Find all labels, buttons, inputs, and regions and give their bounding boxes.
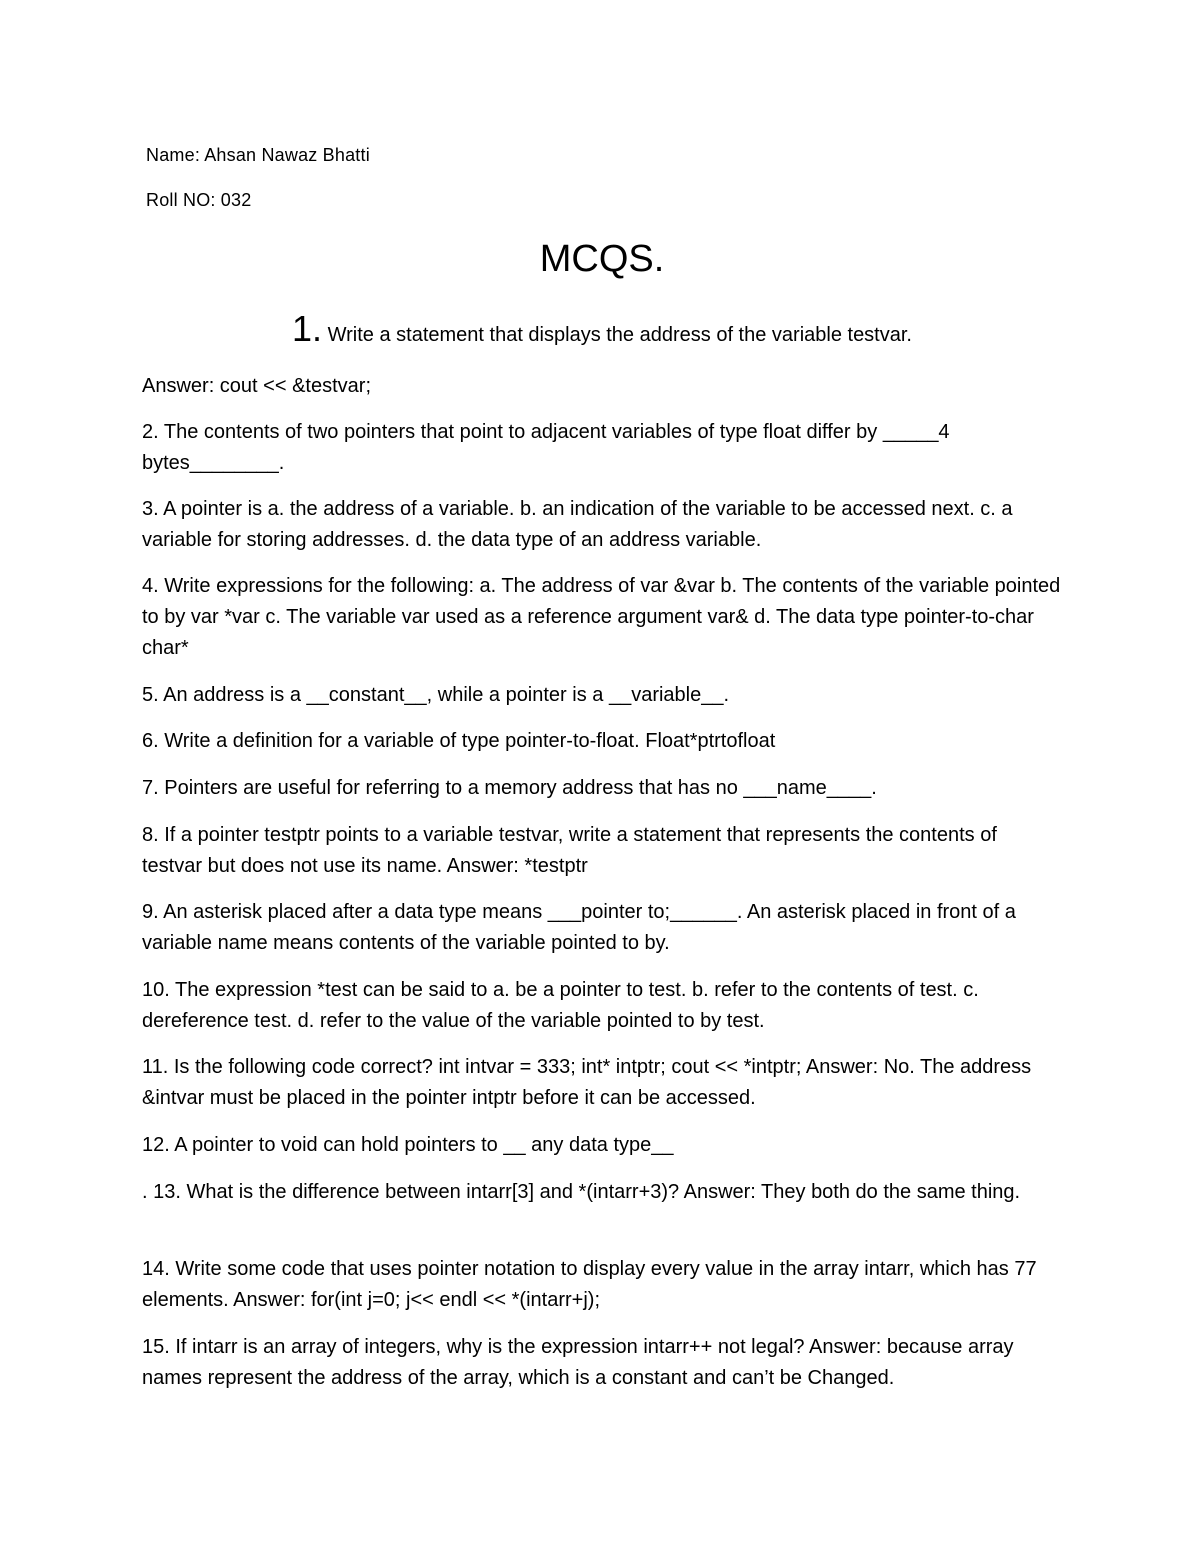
question-2: 2. The contents of two pointers that point to adjacent variables of type float differ by _____4 bytes________. <box>142 421 950 474</box>
page-title: MCQS. <box>539 238 665 280</box>
question-1-number: 1. <box>292 308 323 349</box>
question-15: 15. If intarr is an array of integers, why is the expression intarr++ not legal? Answer: because array names represent the address of the array, which is a constant and can’t be Changed. <box>142 1336 1014 1389</box>
question-7: 7. Pointers are useful for referring to a memory address that has no ___name____. <box>142 777 877 799</box>
question-13: . 13. What is the difference between intarr[3] and *(intarr+3)? Answer: They both do the same thing. <box>142 1181 1021 1203</box>
student-name: Name: Ahsan Nawaz Bhatti <box>146 145 370 165</box>
question-1-text: Write a statement that displays the address of the variable testvar. <box>322 324 912 346</box>
question-11: 11. Is the following code correct? int intvar = 333; int* intptr; cout << *intptr; Answer: No. The address &intvar must be placed in the pointer intptr before it can be accessed. <box>142 1056 1032 1109</box>
question-14: 14. Write some code that uses pointer notation to display every value in the array intarr, which has 77 elements. Answer: for(int j=0; j<< endl << *(intarr+j); <box>142 1258 1037 1311</box>
question-8: 8. If a pointer testptr points to a variable testvar, write a statement that represents the contents of testvar but does not use its name. Answer: *testptr <box>142 824 997 877</box>
question-10: 10. The expression *test can be said to a. be a pointer to test. b. refer to the contents of test. c. dereference test. d. refer to the value of the variable pointed to by test. <box>142 979 979 1032</box>
roll-number: Roll NO: 032 <box>146 190 252 210</box>
question-9: 9. An asterisk placed after a data type means ___pointer to;______. An asterisk placed in front of a variable name means contents of the variable pointed to by. <box>142 901 1016 954</box>
question-6: 6. Write a definition for a variable of type pointer-to-float. Float*ptrtofloat <box>142 730 776 752</box>
question-1-answer: Answer: cout << &testvar; <box>142 375 371 397</box>
question-1 <box>142 308 1062 350</box>
question-4: 4. Write expressions for the following: a. The address of var &var b. The contents of the variable pointed to by var *var c. The variable var used as a reference argument var& d. The data type pointer-to-char char* <box>142 575 1061 659</box>
question-12: 12. A pointer to void can hold pointers to __ any data type__ <box>142 1134 674 1156</box>
question-5: 5. An address is a __constant__, while a pointer is a __variable__. <box>142 684 730 706</box>
question-3: 3. A pointer is a. the address of a variable. b. an indication of the variable to be accessed next. c. a variable for storing addresses. d. the data type of an address variable. <box>142 498 1013 551</box>
